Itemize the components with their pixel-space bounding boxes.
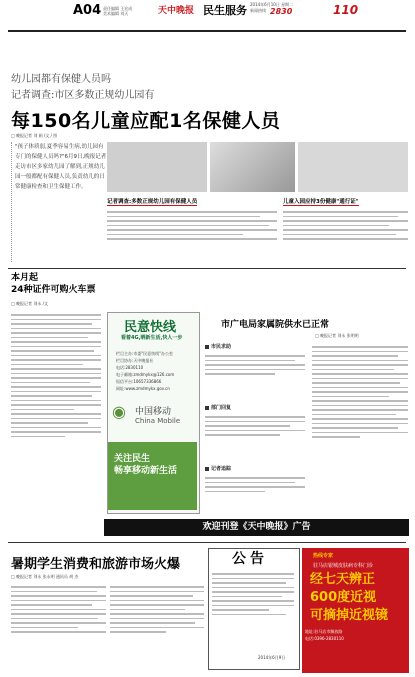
mobile-ad-slogan	[114, 453, 177, 477]
summer-body-col1	[11, 583, 106, 673]
page-code: A04	[73, 3, 102, 18]
section-title: 民生服务	[203, 4, 247, 17]
clinic-ad-address: 地址:驻马店市解放路	[305, 629, 343, 634]
lead-photo-3	[298, 142, 408, 192]
public-notice-title: 公告	[232, 551, 268, 567]
bottom-section-rule	[8, 542, 406, 543]
water-story-byline: □ 晚报记者 刘永 张明明	[315, 333, 359, 338]
lead-body-left	[107, 208, 277, 266]
summer-story-byline: □ 晚报记者 刘永 张永明 通讯员 胡 杰	[11, 574, 79, 579]
issue-date: 2014年6月10日 星期二	[250, 2, 294, 7]
lead-kicker-1: 幼儿园都有保健人员吗	[11, 74, 111, 85]
lead-photo-2	[210, 142, 295, 192]
lead-body-right	[283, 208, 408, 266]
water-story-title: 市广电局家属院供水已正常	[221, 320, 330, 330]
square-bullet-icon	[205, 406, 209, 410]
water-q-label-text: 市民求助	[211, 344, 232, 350]
train-story-title-line1: 本月起	[11, 273, 39, 283]
minyi-ad-info	[116, 350, 196, 392]
clinic-ad-hot: 热线专家	[313, 553, 334, 559]
lead-subhead-1: 记者调查:多数正规幼儿园有保健人员	[107, 199, 198, 205]
water-r-body	[205, 474, 305, 514]
clinic-ad-phone: 电话:0396-2830110	[305, 636, 344, 641]
mobile-ad-slogan-line1: 关注民生	[114, 454, 151, 464]
minyi-ad-line2: 栏目协办:天中晚报社	[116, 358, 154, 363]
lead-bottom-rule	[8, 268, 406, 269]
lead-quote: "孩子体质弱,夏季容易生病,幼儿园有专门的保健人员吗?"6月9日,晚报记者走访市区多家幼儿园了解到,正规幼儿园一般都配有保健人员,负责幼儿的日常健康检查和卫生保健工作。	[11, 142, 107, 262]
advertise-banner: 欢迎刊登《天中晚报》广告	[104, 519, 409, 536]
water-a-body	[205, 413, 305, 463]
water-r-label-text: 记者追踪	[211, 466, 232, 472]
public-notice-body	[212, 570, 294, 650]
newspaper-logo: 天中晚报	[158, 6, 195, 16]
editor-meta-line1: 责任编辑 王宏成	[103, 6, 133, 11]
clinic-ad-headline-2: 600度近视	[310, 590, 377, 605]
lead-photo-1	[107, 142, 207, 192]
china-mobile-name-cn: 中国移动	[135, 407, 172, 417]
lead-subhead-2: 儿童入园应持3份健康"通行证"	[283, 199, 359, 205]
china-mobile-logo-icon: ◉	[112, 402, 126, 421]
water-q-body	[205, 352, 305, 402]
minyi-ad-tagline: 看着4G,晒新生活,快人一步	[121, 335, 183, 341]
train-story-byline: □ 晚报记者 刘永 /文	[11, 301, 48, 306]
minyi-ad-title: 民意快线	[124, 320, 177, 335]
summer-story-title: 暑期学生消费和旅游市场火爆	[11, 557, 181, 572]
minyi-ad-email: 电子邮箱:zmdmykx@126.com	[116, 372, 175, 377]
clinic-ad-headline-3: 可摘掉近视镜	[310, 608, 389, 623]
water-a-label	[205, 404, 231, 411]
water-a-label-text: 部门回复	[211, 405, 232, 411]
train-story-title-line2: 24种证件可购火车票	[11, 285, 96, 295]
clinic-ad-name: 驻马店银城皮肤病专科门诊	[313, 563, 374, 569]
lead-headline: 每150名儿童应配1名保健人员	[11, 110, 281, 132]
summer-body-col2	[110, 583, 204, 673]
minyi-ad-phone: 电话:2830110	[116, 365, 144, 370]
clinic-ad-footer	[305, 628, 344, 642]
lead-byline: □ 晚报记者 刘 娟 /文 / 图	[11, 133, 58, 138]
square-bullet-icon	[205, 345, 209, 349]
minyi-ad-sms: 短信平台:10657336866	[116, 379, 162, 384]
clinic-ad-headline-1: 经七天辨正	[310, 572, 376, 587]
train-story-body	[11, 311, 101, 536]
clinic-ad-headline	[310, 571, 388, 625]
minyi-ad-website: 网址:www.zmdmykx.gov.cn	[116, 386, 170, 391]
hotline-label: 新闻热线	[250, 8, 266, 13]
header-rule	[8, 30, 406, 32]
water-q-label	[205, 343, 231, 350]
train-story-title	[11, 272, 96, 296]
hotline-prefix: 2830	[270, 7, 293, 16]
editor-meta-line2: 美术编辑 刘天	[103, 11, 129, 16]
public-notice-date: 2014年6月9日	[258, 655, 286, 660]
mobile-ad-slogan-line2: 畅享移动新生活	[114, 466, 178, 476]
square-bullet-icon	[205, 467, 209, 471]
hotline-suffix: 110	[333, 3, 359, 17]
minyi-ad-line1: 栏目主办:市委"民意快线"办公室	[116, 351, 174, 356]
china-mobile-name-en: China Mobile	[135, 417, 181, 425]
editor-meta	[103, 6, 151, 16]
water-r-label	[205, 465, 231, 472]
water-body-right	[312, 343, 408, 513]
lead-kicker-2: 记者调查:市区多数正规幼儿园有	[11, 90, 155, 101]
